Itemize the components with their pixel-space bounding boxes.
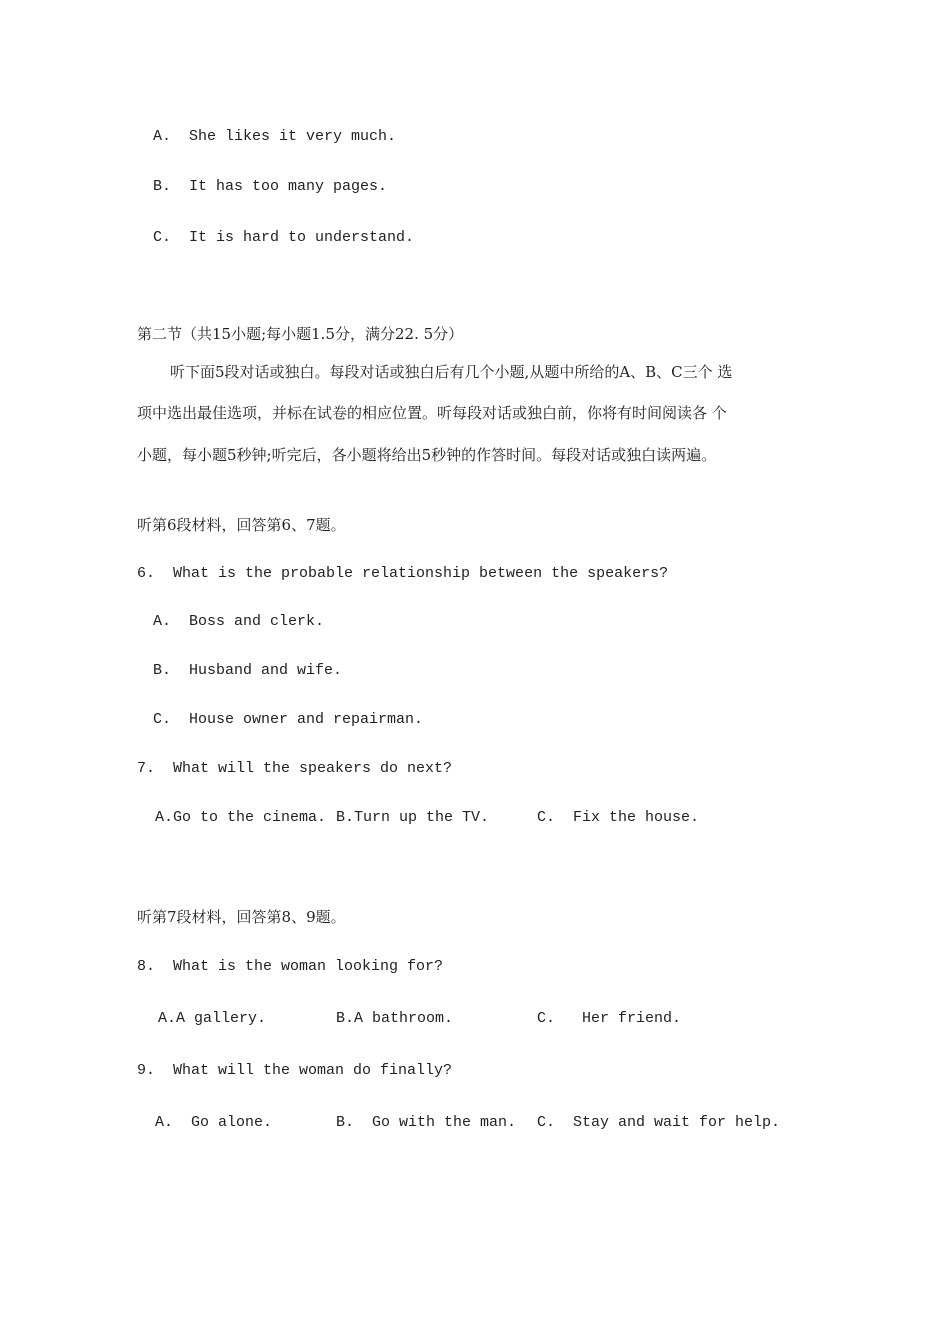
- question-9-option-a: A. Go alone.: [155, 1114, 273, 1131]
- question-8-option-c: C. Her friend.: [537, 1010, 682, 1027]
- question-8-option-a: A.A gallery.: [158, 1010, 267, 1027]
- q5-option-b: B. It has too many pages.: [153, 178, 388, 195]
- question-6-option-a: A. Boss and clerk.: [153, 613, 325, 630]
- question-6-option-b: B. Husband and wife.: [153, 662, 343, 679]
- question-9-stem: 9. What will the woman do finally?: [137, 1062, 453, 1079]
- question-7-stem: 7. What will the speakers do next?: [137, 760, 453, 777]
- question-9-option-b: B. Go with the man.: [336, 1114, 517, 1131]
- question-8-option-b: B.A bathroom.: [336, 1010, 454, 1027]
- question-7-option-c: C. Fix the house.: [537, 809, 700, 826]
- question-7-option-b: B.Turn up the TV.: [336, 809, 490, 826]
- passage-7-intro: 听第7段材料，回答第8、9题。: [137, 908, 346, 926]
- question-6-option-c: C. House owner and repairman.: [153, 711, 424, 728]
- q5-option-a: A. She likes it very much.: [153, 128, 397, 145]
- passage-6-intro: 听第6段材料，回答第6、7题。: [137, 516, 346, 534]
- instruction-line-1: 听下面5段对话或独白。每段对话或独白后有几个小题,从题中所给的A、B、C三个 选: [170, 363, 733, 381]
- question-6-stem: 6. What is the probable relationship between the speakers?: [137, 565, 669, 582]
- instruction-line-3: 小题，每小题5秒钟;听完后，各小题将给出5秒钟的作答时间。每段对话或独白读两遍。: [137, 446, 717, 464]
- question-8-stem: 8. What is the woman looking for?: [137, 958, 444, 975]
- instruction-line-2: 项中选出最佳选项，并标在试卷的相应位置。听每段对话或独白前，你将有时间阅读各 个: [137, 404, 727, 422]
- question-9-option-c: C. Stay and wait for help.: [537, 1114, 781, 1131]
- q5-option-c: C. It is hard to understand.: [153, 229, 415, 246]
- question-7-option-a: A.Go to the cinema.: [155, 809, 327, 826]
- section-heading: 第二节（共15小题;每小题1.5分，满分22. 5分）: [137, 325, 464, 343]
